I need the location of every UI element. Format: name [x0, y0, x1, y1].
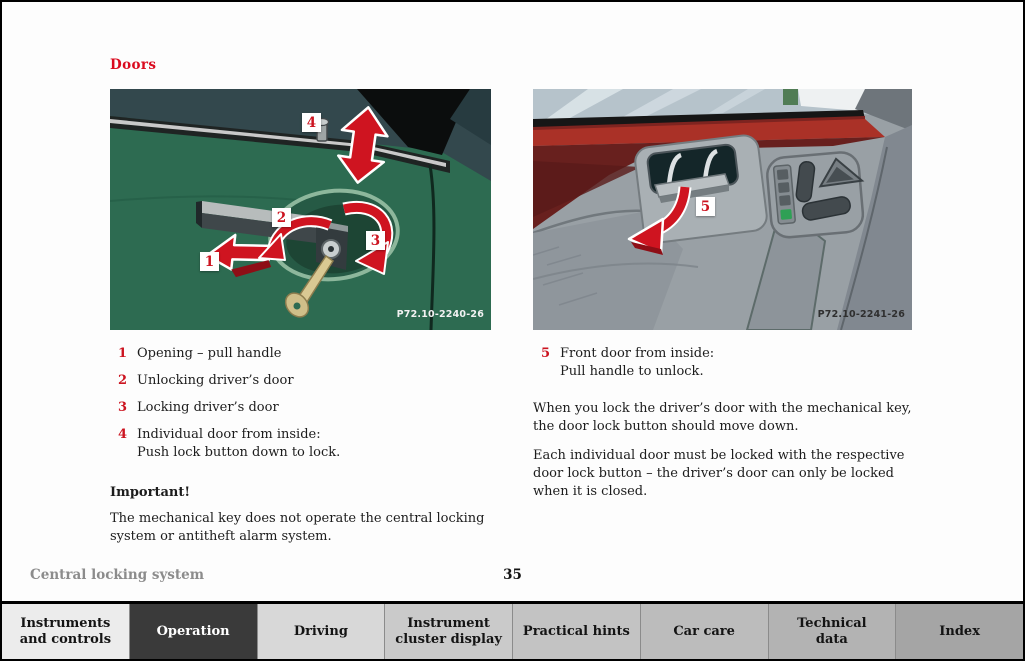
- item-text: Opening – pull handle: [137, 346, 282, 361]
- car-door-exterior-illustration: [110, 89, 491, 330]
- memory-set-button: [780, 209, 792, 220]
- figure-code-right: P72.10-2241-26: [817, 309, 905, 320]
- page-number: 35: [503, 567, 522, 583]
- figure-door-interior: [533, 89, 912, 330]
- legend-list-left: [110, 345, 491, 462]
- item-text: [560, 345, 912, 381]
- seat-adjustment-switches: [766, 151, 867, 239]
- chapter-tab-bar: [2, 601, 1023, 659]
- tab-driving[interactable]: [258, 604, 386, 659]
- body-paragraph: When you lock the driver’s door with the mechanical key, the door lock button should move down.: [533, 401, 912, 434]
- list-item: [533, 345, 912, 381]
- item-line-1: Front door from inside:: [560, 346, 715, 361]
- footer-section-title: Central locking system: [30, 567, 205, 583]
- badge-1: 1: [200, 252, 219, 271]
- item-line-1: Individual door from inside:: [137, 427, 321, 442]
- tab-practical-hints[interactable]: [513, 604, 641, 659]
- tab-label: Technical data: [797, 615, 867, 647]
- item-number: 3: [118, 400, 128, 415]
- item-number: 2: [118, 373, 128, 388]
- important-body: The mechanical key does not operate the central locking system or antitheft alarm system.: [110, 511, 485, 544]
- tab-label: Index: [939, 623, 980, 639]
- item-text: [137, 426, 491, 462]
- figure-code-left: P72.10-2240-26: [396, 309, 484, 320]
- legend-list-right: [533, 345, 912, 381]
- tab-label: Instrument cluster display: [395, 615, 502, 647]
- tab-operation[interactable]: [130, 604, 258, 659]
- pillar-through-glass: [783, 89, 798, 105]
- item-line-2: Push lock button down to lock.: [137, 445, 341, 460]
- item-text: Unlocking driver’s door: [137, 373, 294, 388]
- badge-5: 5: [696, 197, 715, 216]
- badge-2: 2: [272, 208, 291, 227]
- item-line-2: Pull handle to unlock.: [560, 364, 704, 379]
- body-paragraph: Each individual door must be locked with the respective door lock button – the driver’s door can only be locked when it is closed.: [533, 448, 905, 499]
- badge-3: 3: [366, 231, 385, 250]
- page-title: Doors: [110, 57, 157, 73]
- tab-label: Operation: [156, 623, 230, 639]
- important-heading: Important!: [110, 485, 191, 500]
- tab-instruments-and-controls[interactable]: [2, 604, 130, 659]
- tab-car-care[interactable]: [641, 604, 769, 659]
- badge-4: 4: [302, 113, 321, 132]
- figure-door-exterior: [110, 89, 491, 330]
- tab-instrument-cluster-display[interactable]: [385, 604, 513, 659]
- item-number: 4: [118, 427, 128, 442]
- item-text: Locking driver’s door: [137, 400, 279, 415]
- tab-label: Practical hints: [522, 623, 630, 639]
- list-item: [110, 372, 491, 390]
- item-number: 5: [541, 346, 551, 361]
- car-door-interior-illustration: [533, 89, 912, 330]
- tab-technical-data[interactable]: [769, 604, 897, 659]
- tab-label: Driving: [293, 623, 348, 639]
- right-column: [533, 89, 912, 501]
- tab-label: Instruments and controls: [19, 615, 112, 647]
- list-item: [110, 426, 491, 462]
- list-item: [110, 399, 491, 417]
- tab-label: Car care: [673, 623, 735, 639]
- left-column: [110, 89, 491, 546]
- list-item: [110, 345, 491, 363]
- item-number: 1: [118, 346, 128, 361]
- tab-index[interactable]: [896, 604, 1023, 659]
